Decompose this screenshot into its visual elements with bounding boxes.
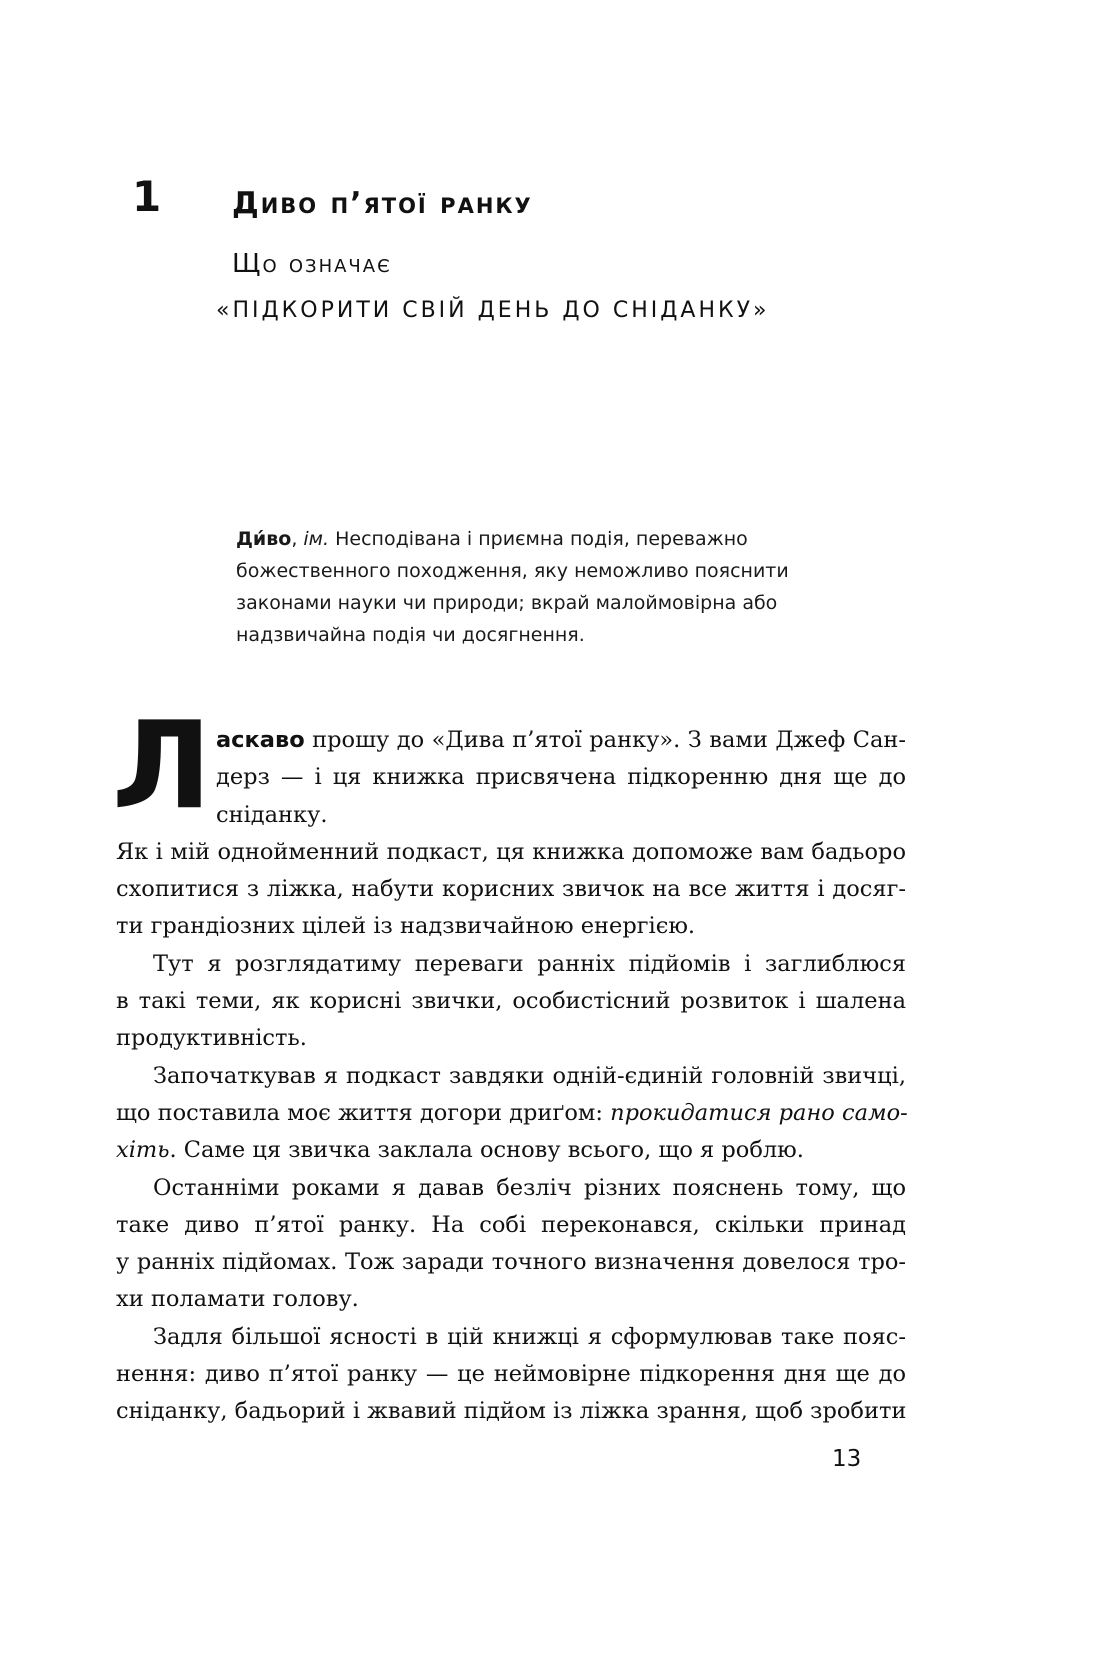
body-line: дерз — і ця книжка присвячена підкоренню дня ще до (216, 764, 906, 791)
body-line: хи поламати голову. (116, 1286, 359, 1313)
body-line: Останніми роками я давав безліч різних пояснень тому, що (153, 1174, 906, 1201)
body-line: схопитися з ліжка, набути корисних звичок на все життя і досяг- (116, 876, 906, 903)
body-line (216, 722, 906, 759)
definition-line: надзвичайна подія чи досягнення. (236, 624, 585, 646)
body-line: продуктивність. (116, 1025, 307, 1052)
body-line: Започаткував я подкаст завдяки одній-єдиній головній звичці, (153, 1062, 906, 1089)
body-line: Як і мій однойменний подкаст, ця книжка допоможе вам бадьоро (116, 838, 906, 865)
lead-in-bold: аскаво (216, 727, 305, 753)
page-number: 13 (832, 1446, 862, 1472)
body-line: у ранніх підйомах. Тож заради точного визначення довелося тро- (116, 1249, 906, 1276)
chapter-title: Диво п’ятої ранку (232, 186, 533, 221)
italic-emphasis: прокидатися рано само- (610, 1099, 908, 1126)
definition-line: божественного походження, яку неможливо пояснити (236, 560, 789, 582)
body-line: Задля більшої ясності в цій книжці я сформулював таке пояс- (153, 1323, 906, 1350)
body-line (116, 1132, 906, 1169)
body-line: таке диво п’ятої ранку. На собі переконався, скільки принад (116, 1211, 906, 1238)
body-line: ти грандіозних цілей із надзвичайною енергією. (116, 913, 696, 940)
body-line-text: . Саме ця звичка заклала основу всього, що я роблю. (169, 1137, 804, 1164)
body-line (116, 1095, 906, 1132)
chapter-subtitle-line-1: Що означає (232, 249, 392, 279)
definition-block (236, 523, 876, 651)
definition-text: Несподівана і приємна подія, переважно (329, 528, 748, 550)
definition-part-of-speech: ім. (303, 528, 330, 550)
chapter-number: 1 (132, 172, 162, 221)
chapter-subtitle-line-2: «ПІДКОРИТИ СВІЙ ДЕНЬ ДО СНІДАНКУ» (216, 298, 770, 323)
body-text (116, 722, 906, 1431)
body-line-text: що поставила моє життя догори дриґом: (116, 1099, 611, 1126)
italic-emphasis: хіть (116, 1137, 170, 1164)
body-line: Тут я розглядатиму переваги ранніх підйомів і заглиблюся (153, 950, 906, 977)
body-line: нення: диво п’ятої ранку — це неймовірне підкорення дня ще до (116, 1361, 906, 1388)
body-line-text: прошу до «Дива п’ятої ранку». З вами Джеф Сан- (304, 727, 906, 753)
definition-line: законами науки чи природи; вкрай малоймовірна або (236, 592, 778, 614)
drop-cap: Л (112, 697, 210, 836)
body-line: сніданку. (216, 801, 328, 828)
definition-line: Ди́во, ім. Несподівана і приємна подія, переважно (236, 528, 748, 550)
body-line: сніданку, бадьорий і жвавий підйом із ліжка зрання, щоб зробити (116, 1398, 907, 1425)
body-line: в такі теми, як корисні звички, особистісний розвиток і шалена (116, 988, 906, 1015)
definition-term: Ди́во (236, 528, 292, 550)
